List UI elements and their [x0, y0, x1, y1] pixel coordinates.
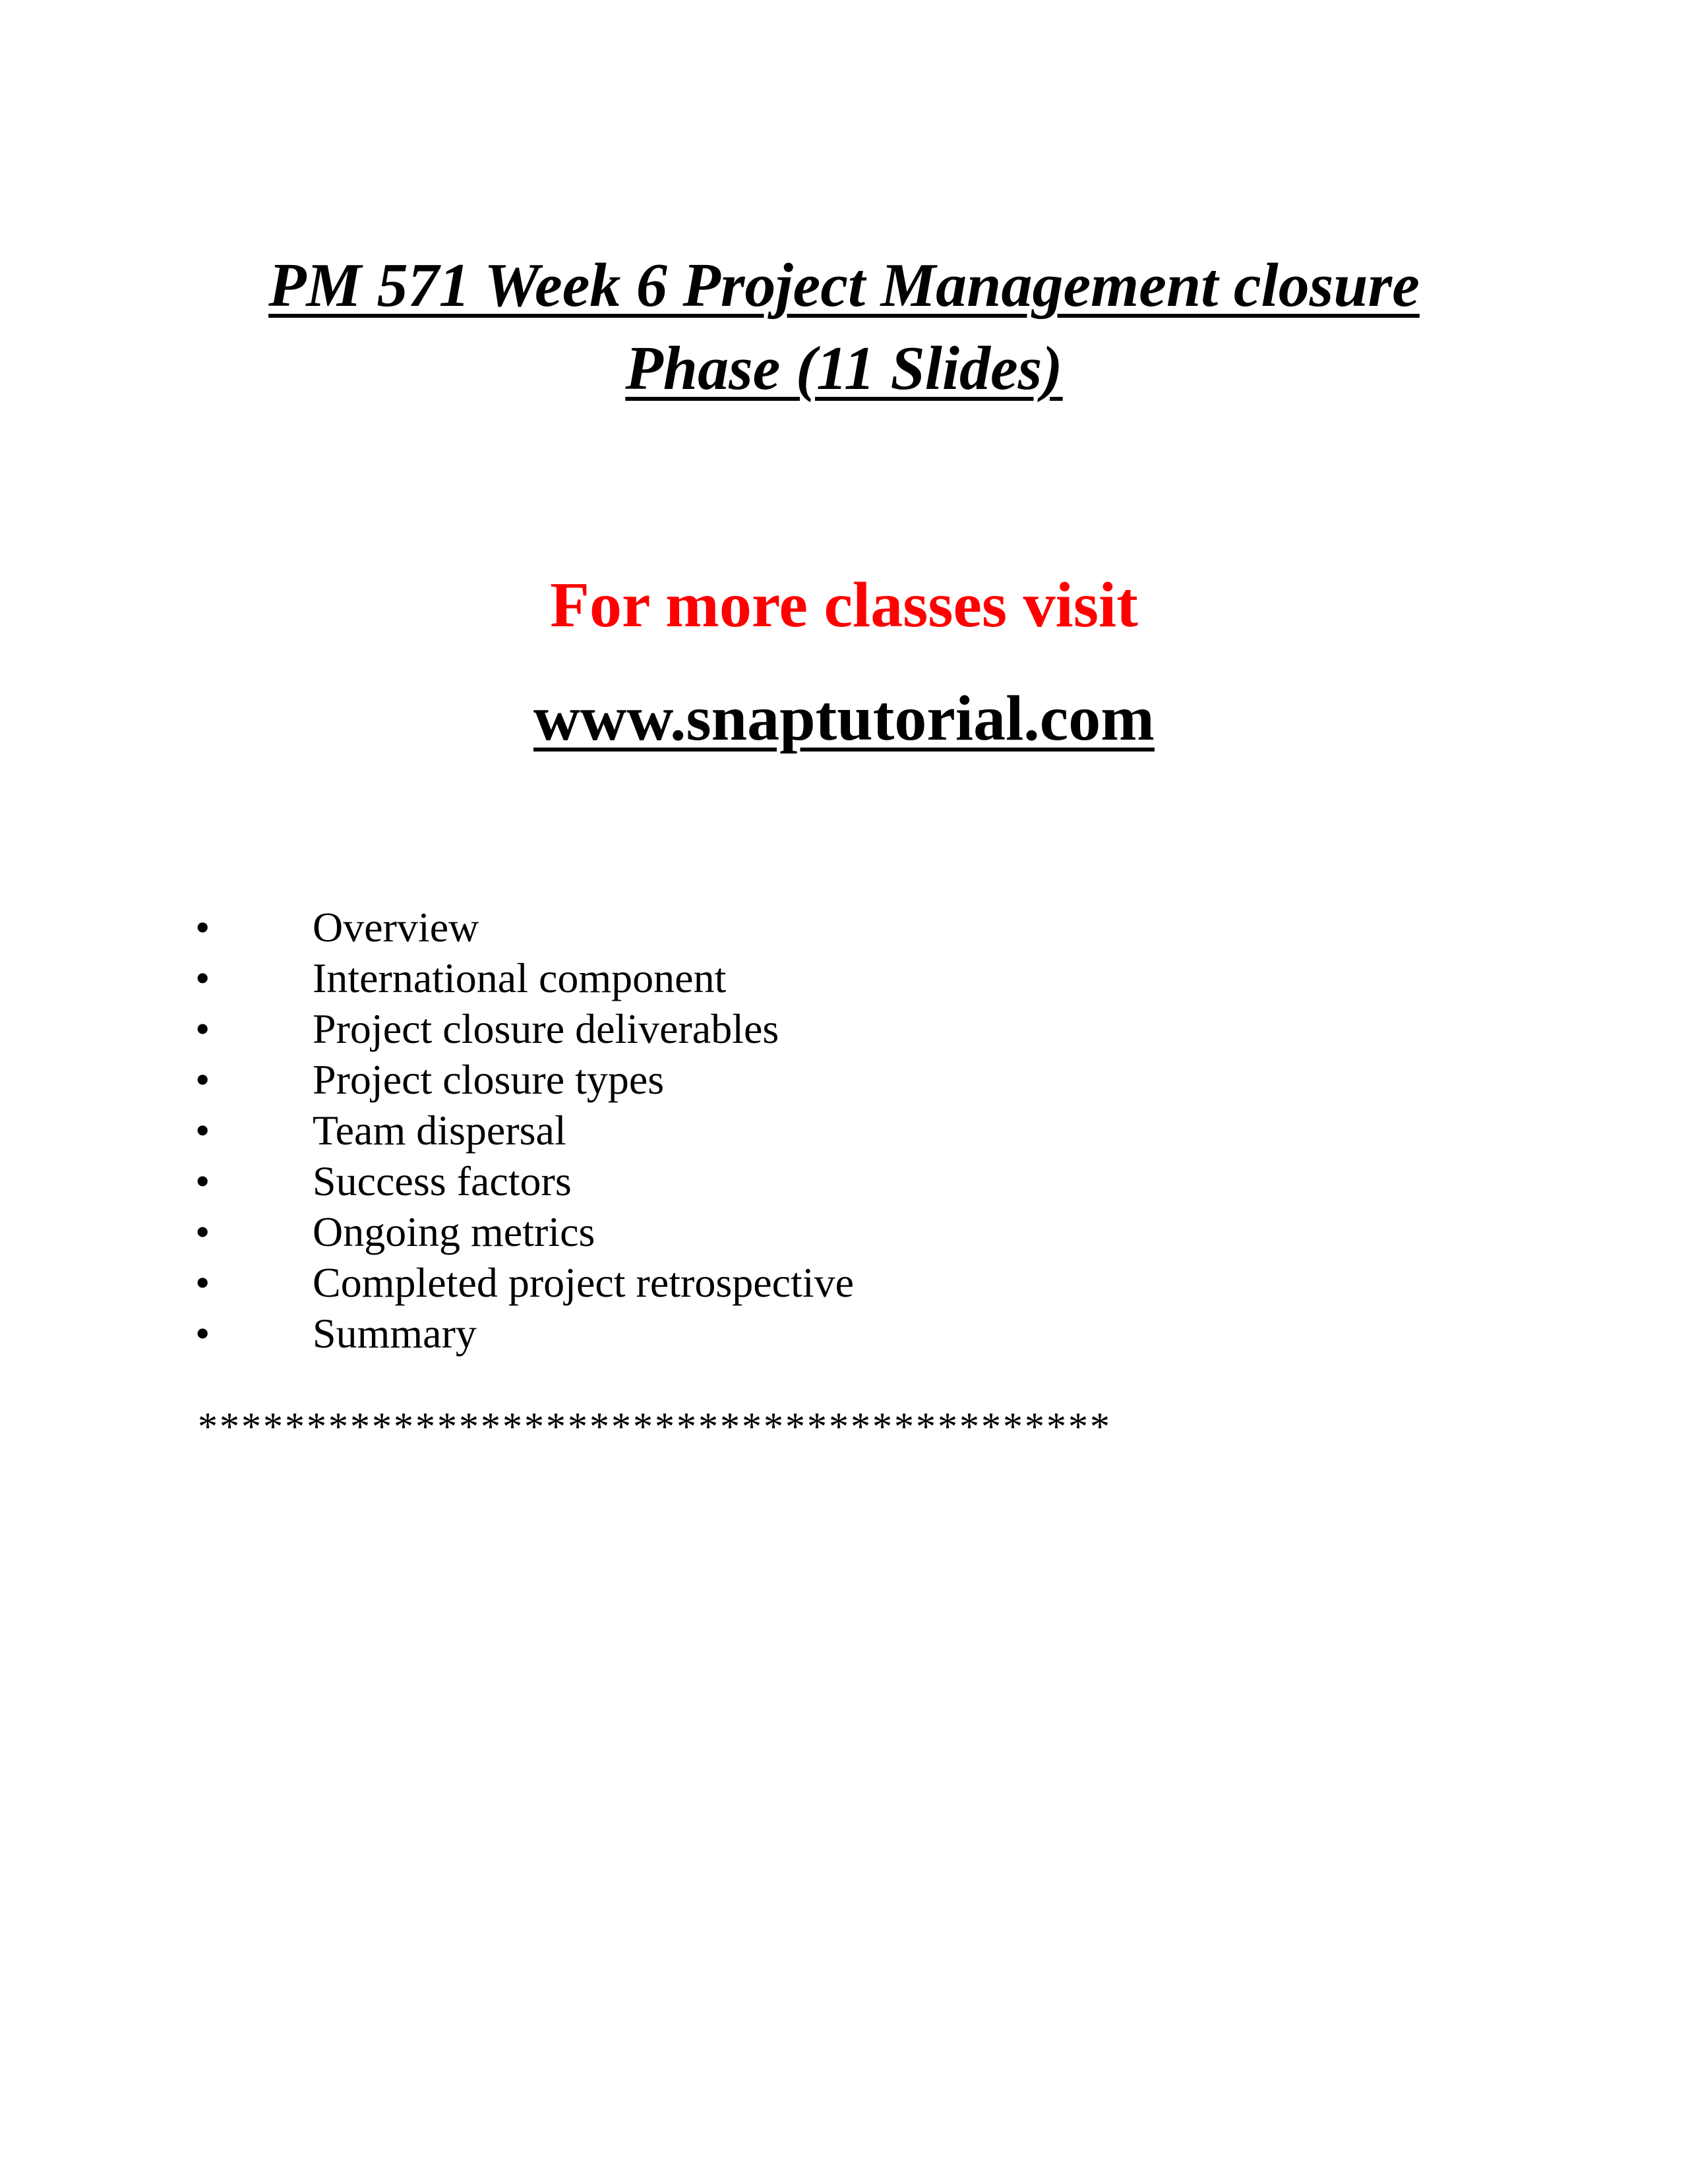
list-item: [195, 1105, 854, 1156]
list-item: [195, 1308, 854, 1359]
list-item-label: Overview: [313, 904, 479, 951]
list-item-label: Project closure deliverables: [313, 1005, 779, 1052]
bullet-icon: •: [195, 1259, 210, 1306]
document-title: [0, 244, 1688, 410]
list-item-label: Success factors: [313, 1158, 572, 1204]
bullet-icon: •: [195, 955, 210, 1001]
list-item: [195, 1257, 854, 1308]
bullet-icon: •: [195, 904, 210, 951]
bullet-icon: •: [195, 1310, 210, 1357]
list-item: [195, 953, 854, 1003]
separator-line: ******************************************: [198, 1405, 1112, 1448]
promo-text: For more classes visit: [550, 570, 1138, 641]
website-link-text[interactable]: www.snaptutorial.com: [533, 683, 1155, 754]
list-item-label: Team dispersal: [313, 1107, 566, 1154]
title-line-1: PM 571 Week 6 Project Management closure: [268, 251, 1420, 320]
list-item-label: Summary: [313, 1310, 477, 1357]
website-link[interactable]: [0, 679, 1688, 758]
list-item: [195, 1003, 854, 1054]
bullet-icon: •: [195, 1005, 210, 1052]
list-item-label: International component: [313, 955, 727, 1001]
list-item-label: Completed project retrospective: [313, 1259, 855, 1306]
topic-list: [195, 902, 854, 1359]
list-item-label: Project closure types: [313, 1056, 665, 1103]
title-line-2: Phase (11 Slides): [625, 334, 1063, 403]
bullet-icon: •: [195, 1208, 210, 1255]
list-item-label: Ongoing metrics: [313, 1208, 595, 1255]
bullet-icon: •: [195, 1056, 210, 1103]
list-item: [195, 1054, 854, 1105]
bullet-icon: •: [195, 1107, 210, 1154]
list-item: [195, 1156, 854, 1206]
bullet-icon: •: [195, 1158, 210, 1204]
list-item: [195, 902, 854, 953]
list-item: [195, 1206, 854, 1257]
